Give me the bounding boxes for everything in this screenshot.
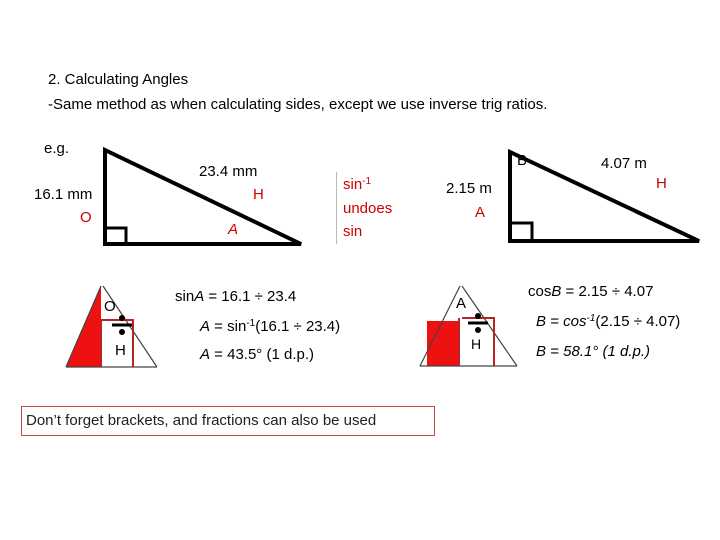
left-opp-tag: O bbox=[80, 209, 92, 226]
right-right-angle-marker bbox=[510, 223, 532, 241]
left-working-line1-fn: sin bbox=[175, 288, 195, 305]
right-working-line1-rest: = 2.15 ÷ 4.07 bbox=[561, 283, 654, 300]
right-working-line2 bbox=[536, 313, 680, 330]
left-angle-label: A bbox=[228, 221, 239, 238]
example-label: e.g. bbox=[44, 140, 70, 157]
inverse-note-sup: -1 bbox=[362, 176, 372, 187]
left-working-line2-mid: = sin bbox=[210, 318, 247, 335]
footer-note: Don’t forget brackets, and fractions can also be used bbox=[21, 406, 435, 436]
inverse-note bbox=[336, 172, 411, 244]
right-ratio-triangle bbox=[420, 286, 517, 366]
inverse-note-sin: sin bbox=[343, 176, 363, 193]
right-angle-b-label: B bbox=[517, 152, 528, 169]
inverse-note-line1 bbox=[343, 176, 371, 193]
right-hyp-value: 4.07 m bbox=[601, 155, 647, 172]
right-working-line1-var: B bbox=[551, 283, 562, 300]
right-hyp-tag: H bbox=[656, 175, 667, 192]
right-working-line1 bbox=[528, 283, 653, 300]
right-adj-tag: A bbox=[475, 204, 486, 221]
left-working-line2 bbox=[200, 318, 340, 335]
left-working-line2-var: A bbox=[200, 318, 211, 335]
right-working-line2-main: B = cos bbox=[536, 313, 587, 330]
left-working-line1-var: A bbox=[194, 288, 205, 305]
right-working-line2-sup: -1 bbox=[586, 313, 596, 324]
inverse-note-line2: undoes bbox=[343, 200, 393, 217]
section-heading: 2. Calculating Angles bbox=[48, 71, 189, 88]
left-ratio-top: O bbox=[104, 298, 116, 315]
inverse-note-line3: sin bbox=[343, 223, 363, 240]
right-working-line1-fn: cos bbox=[528, 283, 552, 300]
left-ratio-bottom: H bbox=[115, 342, 126, 359]
right-ratio-bottom: H bbox=[471, 336, 482, 352]
left-opp-value: 16.1 mm bbox=[34, 186, 93, 203]
left-working-line2-rest: (16.1 ÷ 23.4) bbox=[255, 318, 341, 335]
left-hyp-value: 23.4 mm bbox=[199, 163, 258, 180]
left-working-line3-var: A bbox=[200, 346, 211, 363]
right-working-line3: B = 58.1° (1 d.p.) bbox=[536, 343, 650, 360]
right-working-line2-rest: (2.15 ÷ 4.07) bbox=[595, 313, 681, 330]
right-adj-value: 2.15 m bbox=[446, 180, 492, 197]
left-working-line3 bbox=[200, 346, 314, 363]
section-subheading: -Same method as when calculating sides, except we use inverse trig ratios. bbox=[48, 96, 548, 113]
left-working-line2-sup: -1 bbox=[246, 318, 256, 329]
left-right-angle-marker bbox=[105, 228, 126, 244]
left-hyp-tag: H bbox=[253, 186, 264, 203]
left-working-line1 bbox=[175, 288, 296, 305]
left-working-line1-rest: = 16.1 ÷ 23.4 bbox=[204, 288, 297, 305]
left-working-line3-rest: = 43.5° (1 d.p.) bbox=[210, 346, 314, 363]
right-ratio-top: A bbox=[456, 295, 467, 312]
